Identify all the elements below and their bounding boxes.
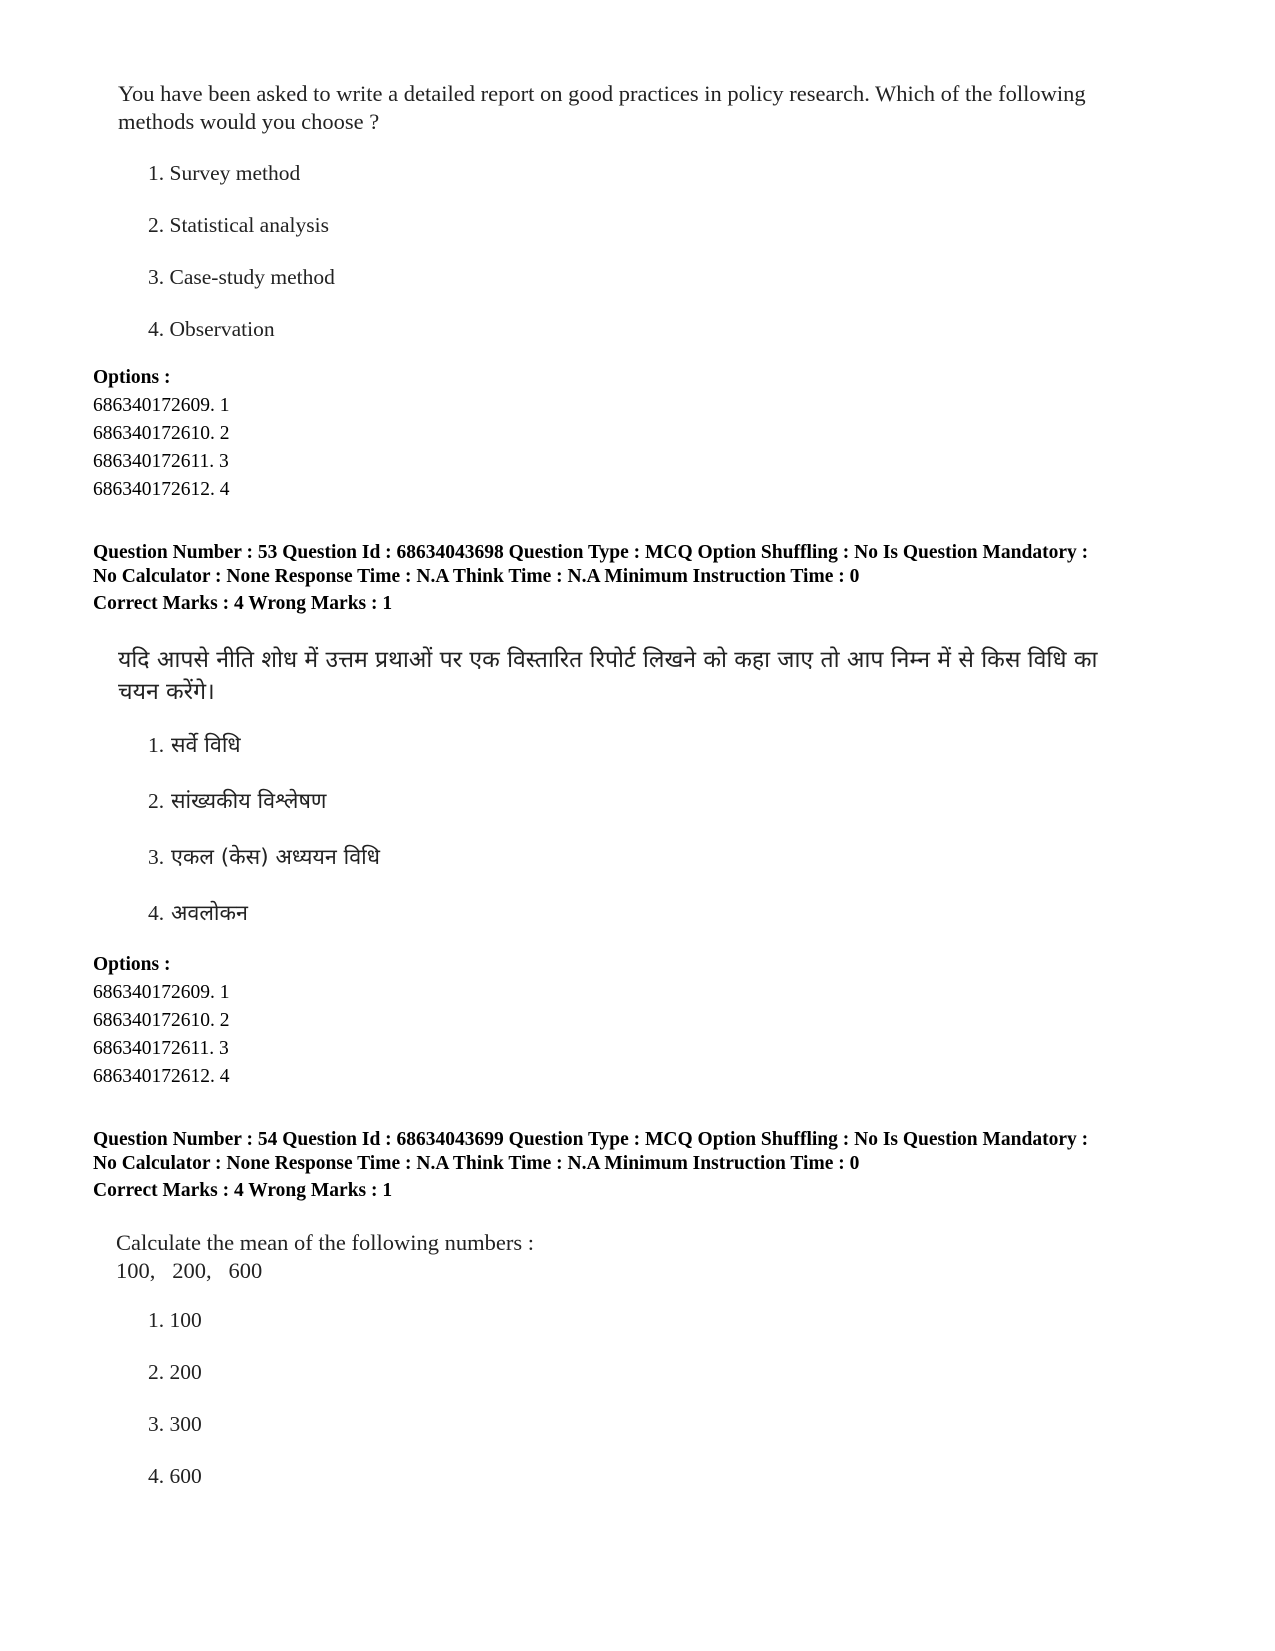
q54-stem-line-2: 100, 200, 600 [116,1258,263,1283]
q53-stem-line-1: यदि आपसे नीति शोध में उत्तम प्रथाओं पर एक विस्तारित रिपोर्ट लिखने को कहा जाए तो आप निम्न में से किस विधि का [118,647,1098,673]
q54-stem [116,1229,816,1285]
choice-number: 2. [148,789,165,813]
q52-option-2: 686340172610. 2 [93,423,230,444]
q52-choice-2 [148,212,329,238]
q52-stem-line-1: You have been asked to write a detailed report on good practices in policy research. Which of the following [118,81,1086,106]
choice-number: 2. [148,213,165,237]
q52-options-label: Options : [93,367,171,388]
q52-choice-1 [148,160,300,186]
q54-metadata [93,1128,1203,1176]
choice-text: सांख्यकीय विश्लेषण [170,789,327,814]
choice-text: Observation [169,317,275,341]
q54-meta-line-1: Question Number : 54 Question Id : 68634043699 Question Type : MCQ Option Shuffling : No Is Question Mandatory : [93,1129,1089,1150]
q52-option-3: 686340172611. 3 [93,451,229,472]
choice-number: 3. [148,265,165,289]
choice-text: Case-study method [169,265,335,289]
q53-option-4: 686340172612. 4 [93,1066,230,1087]
choice-number: 1. [148,733,165,757]
q53-option-2: 686340172610. 2 [93,1010,230,1031]
choice-text: 600 [169,1464,202,1488]
choice-text: सर्वे विधि [170,733,241,758]
q53-choice-1 [148,732,241,759]
q54-choice-4 [148,1463,202,1489]
q53-choice-4 [148,900,248,927]
q53-metadata [93,541,1203,589]
q54-choice-3 [148,1411,202,1437]
choice-number: 4. [148,901,165,925]
q53-option-1: 686340172609. 1 [93,982,230,1003]
q52-option-1: 686340172609. 1 [93,395,230,416]
choice-text: Survey method [169,161,301,185]
q53-options-label: Options : [93,954,171,975]
choice-text: अवलोकन [170,901,248,926]
q54-marks: Correct Marks : 4 Wrong Marks : 1 [93,1180,393,1201]
choice-text: 100 [169,1308,202,1332]
choice-number: 4. [148,317,165,341]
q53-marks: Correct Marks : 4 Wrong Marks : 1 [93,593,393,614]
choice-text: Statistical analysis [169,213,329,237]
q54-meta-line-2: No Calculator : None Response Time : N.A Think Time : N.A Minimum Instruction Time : 0 [93,1153,860,1174]
q53-choice-3 [148,844,380,871]
q53-choice-2 [148,788,326,815]
choice-number: 1. [148,1308,165,1332]
q52-stem-line-2: methods would you choose ? [118,109,380,134]
q52-choice-3 [148,264,335,290]
choice-text: 200 [169,1360,202,1384]
q53-stem-line-2: चयन करेंगे। [118,679,215,705]
choice-number: 4. [148,1464,165,1488]
q53-stem [118,644,1228,708]
q52-stem [118,80,1228,136]
q53-meta-line-2: No Calculator : None Response Time : N.A Think Time : N.A Minimum Instruction Time : 0 [93,566,860,587]
q52-choice-4 [148,316,275,342]
choice-number: 2. [148,1360,165,1384]
choice-text: एकल (केस) अध्ययन विधि [170,845,380,870]
choice-number: 1. [148,161,165,185]
q54-choice-2 [148,1359,202,1385]
q54-stem-line-1: Calculate the mean of the following numbers : [116,1230,535,1255]
choice-number: 3. [148,845,165,869]
q53-option-3: 686340172611. 3 [93,1038,229,1059]
choice-number: 3. [148,1412,165,1436]
choice-text: 300 [169,1412,202,1436]
q52-option-4: 686340172612. 4 [93,479,230,500]
q53-meta-line-1: Question Number : 53 Question Id : 68634043698 Question Type : MCQ Option Shuffling : No Is Question Mandatory : [93,542,1089,563]
q54-choice-1 [148,1307,202,1333]
